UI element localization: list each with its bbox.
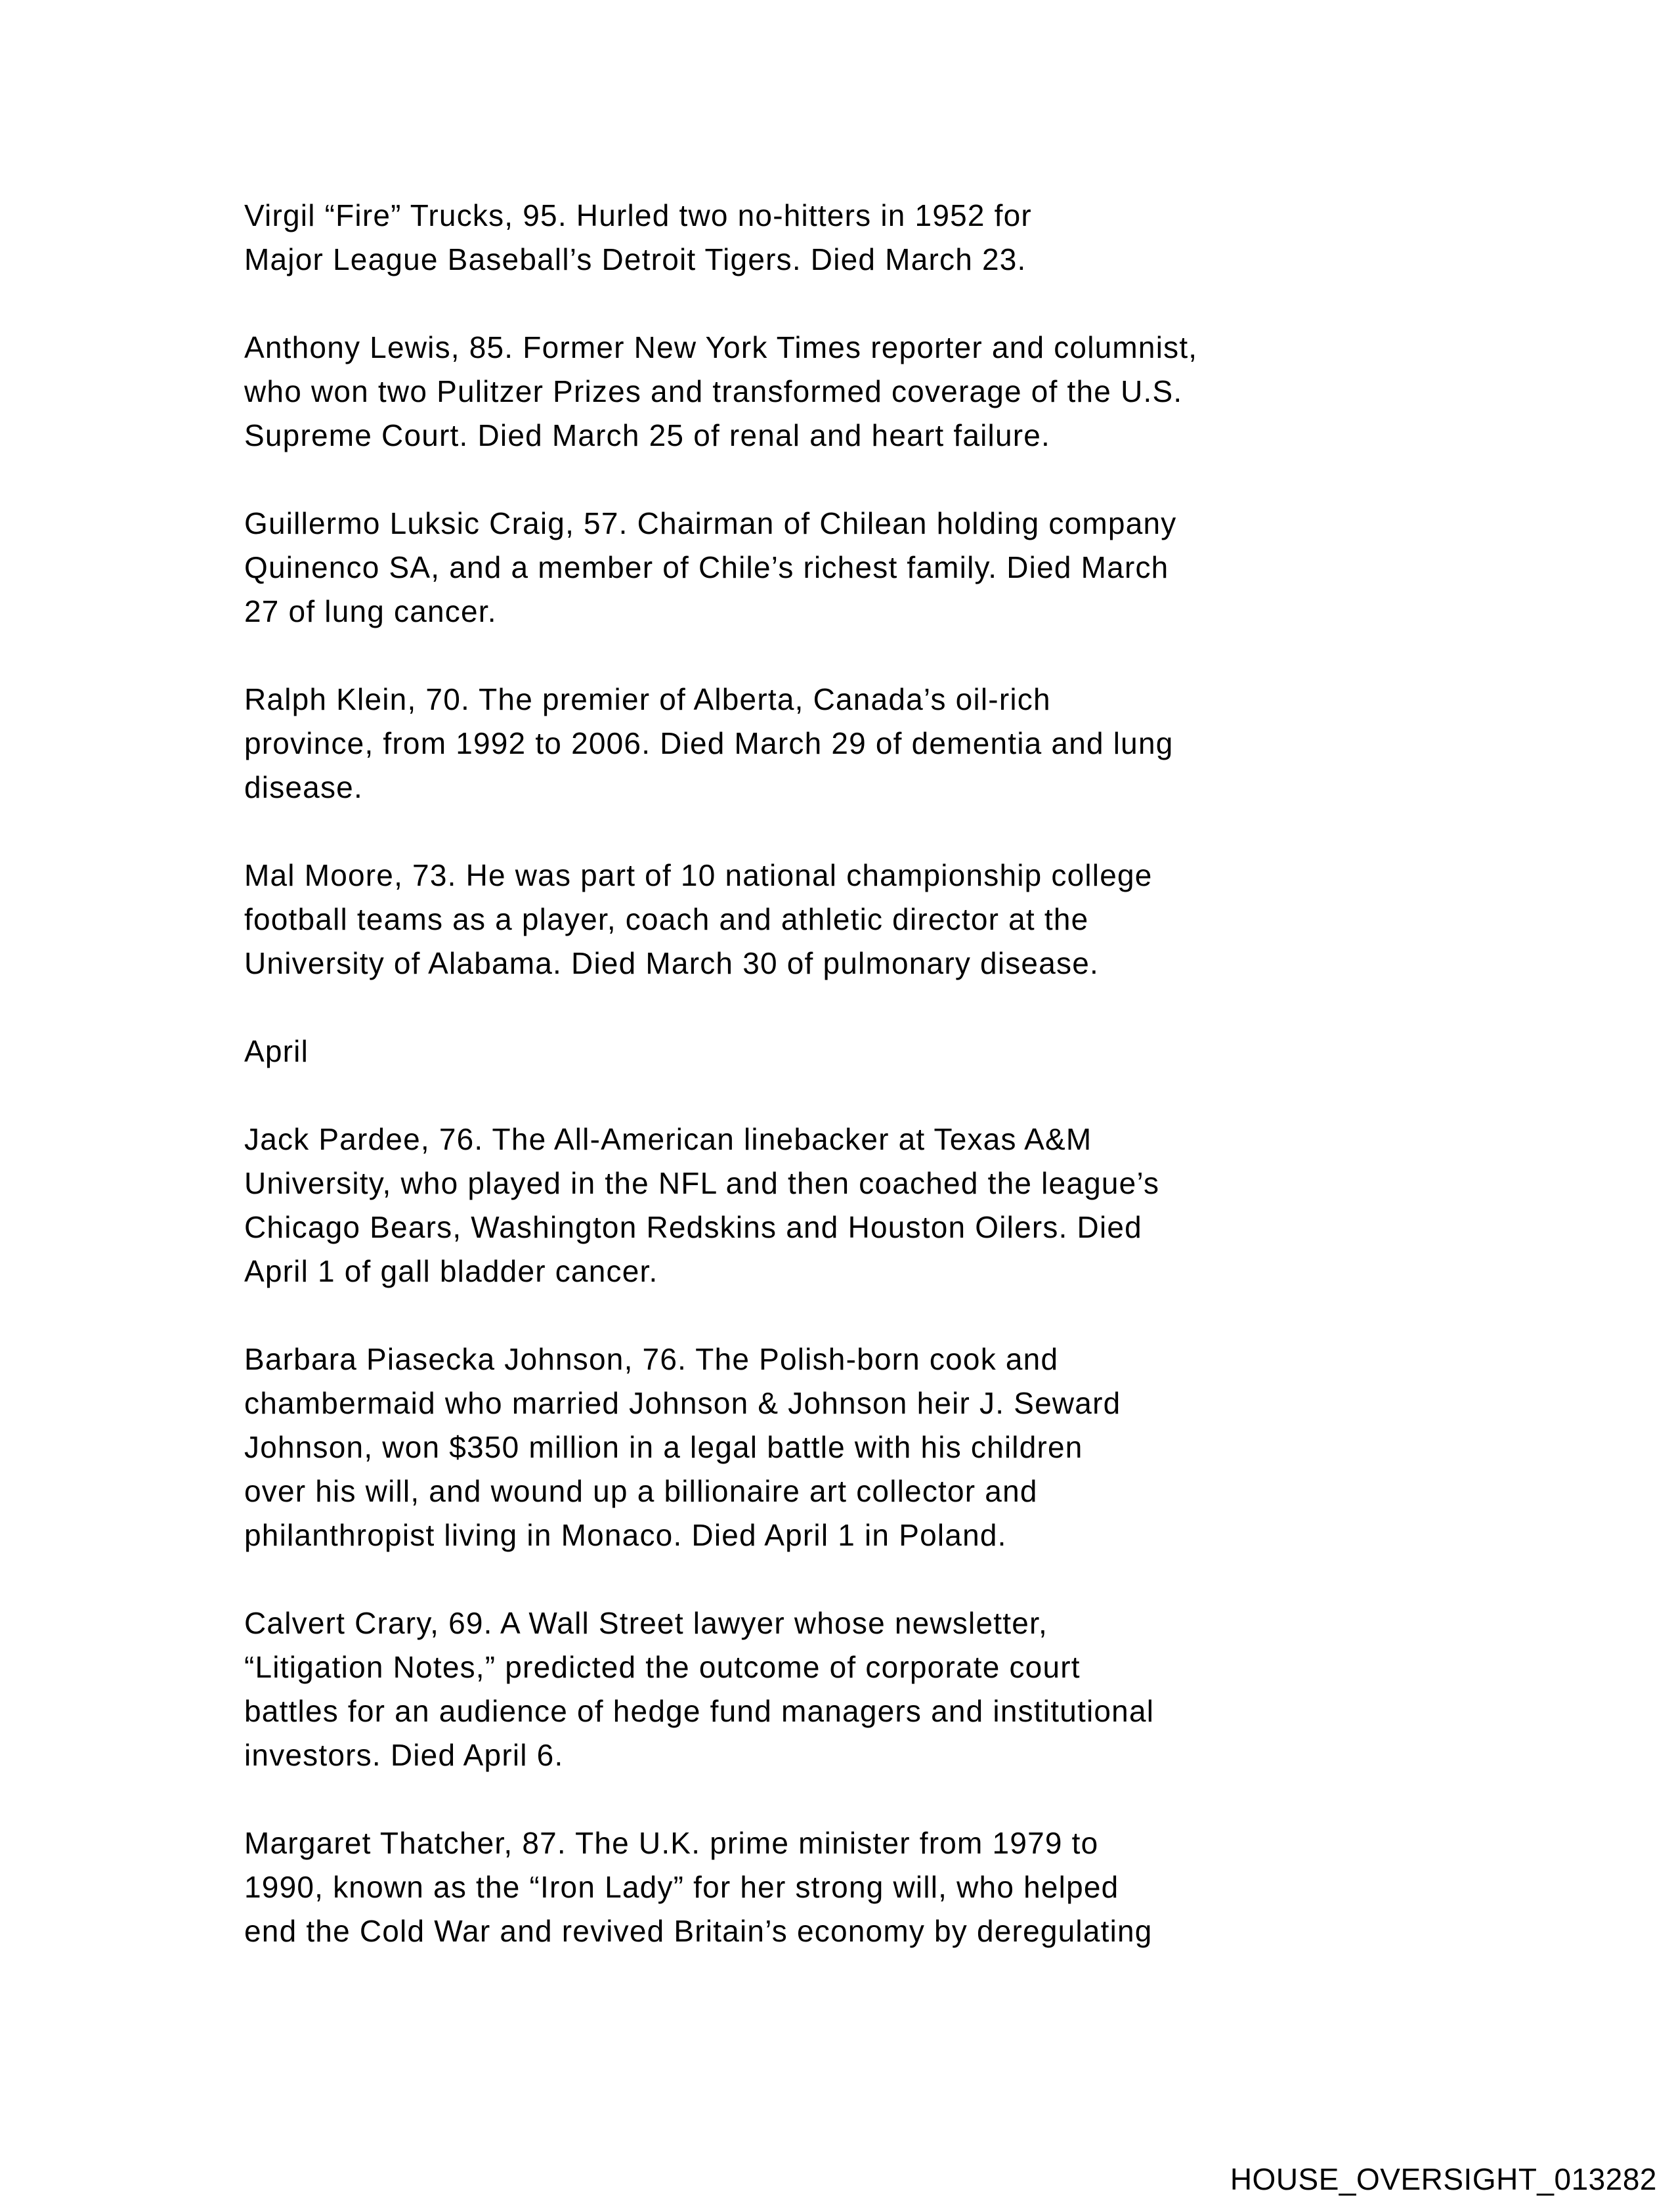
text-line: philanthropist living in Monaco. Died April 1 in Poland. <box>244 1518 1007 1552</box>
text-line: who won two Pulitzer Prizes and transformed coverage of the U.S. <box>244 374 1183 408</box>
text-line: Margaret Thatcher, 87. The U.K. prime minister from 1979 to <box>244 1826 1099 1860</box>
obituary-paragraph <box>244 854 1426 986</box>
obituary-paragraph <box>244 194 1426 282</box>
obituary-paragraph <box>244 502 1426 634</box>
text-line: Anthony Lewis, 85. Former New York Times reporter and columnist, <box>244 330 1198 364</box>
obituary-paragraph <box>244 326 1426 458</box>
text-line: province, from 1992 to 2006. Died March 29 of dementia and lung <box>244 726 1174 760</box>
obituary-paragraph <box>244 1821 1426 1953</box>
text-line: football teams as a player, coach and athletic director at the <box>244 902 1089 936</box>
text-line: battles for an audience of hedge fund managers and institutional <box>244 1694 1155 1728</box>
text-line: Guillermo Luksic Craig, 57. Chairman of Chilean holding company <box>244 506 1177 540</box>
text-line: 1990, known as the “Iron Lady” for her strong will, who helped <box>244 1870 1119 1904</box>
month-heading <box>244 1030 1426 1073</box>
bates-number: HOUSE_OVERSIGHT_013282 <box>1230 2162 1657 2196</box>
obituary-paragraph <box>244 1601 1426 1777</box>
text-line: disease. <box>244 770 363 804</box>
text-line: University, who played in the NFL and then coached the league’s <box>244 1166 1160 1200</box>
document-text <box>244 194 1426 1953</box>
text-line: 27 of lung cancer. <box>244 594 497 628</box>
text-line: Calvert Crary, 69. A Wall Street lawyer whose newsletter, <box>244 1606 1048 1640</box>
text-line: over his will, and wound up a billionaire art collector and <box>244 1474 1038 1508</box>
text-line: Chicago Bears, Washington Redskins and Houston Oilers. Died <box>244 1210 1142 1244</box>
obituary-paragraph <box>244 1337 1426 1557</box>
text-line: Virgil “Fire” Trucks, 95. Hurled two no-hitters in 1952 for <box>244 198 1032 232</box>
text-line: Mal Moore, 73. He was part of 10 national championship college <box>244 858 1153 892</box>
text-line: Barbara Piasecka Johnson, 76. The Polish-born cook and <box>244 1342 1059 1376</box>
text-line: Supreme Court. Died March 25 of renal and heart failure. <box>244 418 1051 452</box>
text-line: Quinenco SA, and a member of Chile’s richest family. Died March <box>244 550 1169 584</box>
text-line: University of Alabama. Died March 30 of pulmonary disease. <box>244 946 1099 980</box>
text-line: “Litigation Notes,” predicted the outcome of corporate court <box>244 1650 1081 1684</box>
obituary-paragraph <box>244 678 1426 810</box>
text-line: Johnson, won $350 million in a legal battle with his children <box>244 1430 1083 1464</box>
obituary-paragraph <box>244 1117 1426 1293</box>
text-line: April <box>244 1034 309 1068</box>
text-line: April 1 of gall bladder cancer. <box>244 1254 658 1288</box>
text-line: end the Cold War and revived Britain’s economy by deregulating <box>244 1914 1153 1948</box>
text-line: chambermaid who married Johnson & Johnson heir J. Seward <box>244 1386 1121 1420</box>
text-line: Ralph Klein, 70. The premier of Alberta, Canada’s oil-rich <box>244 682 1051 716</box>
text-line: investors. Died April 6. <box>244 1738 564 1772</box>
text-line: Jack Pardee, 76. The All-American linebacker at Texas A&M <box>244 1122 1092 1156</box>
text-line: Major League Baseball’s Detroit Tigers. Died March 23. <box>244 242 1027 276</box>
